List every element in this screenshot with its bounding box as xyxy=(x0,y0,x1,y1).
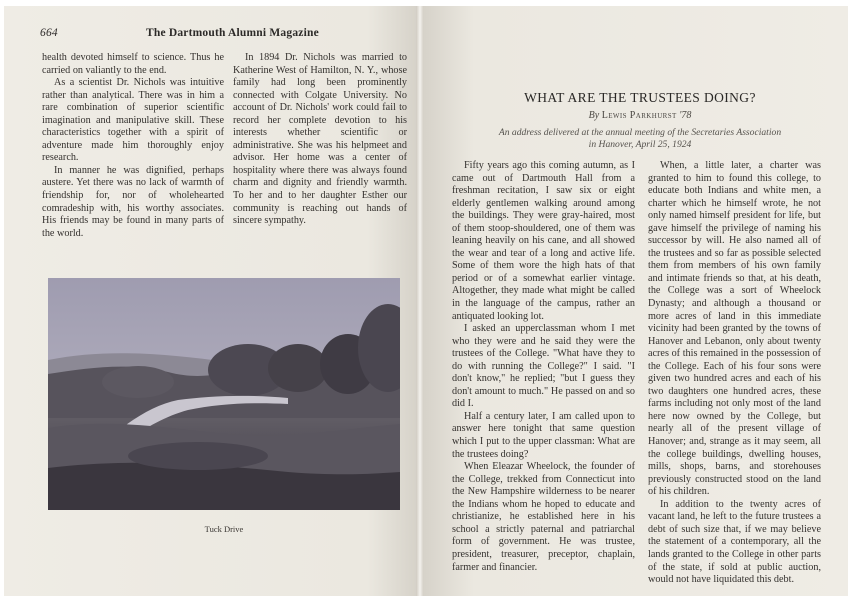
paragraph: In manner he was dignified, perhaps austere. Yet there was no lack of warmth of friendship for, nor of wholehearted comradeship with, his worthy associates. His friends may be found in many parts of the world. xyxy=(42,164,224,239)
paragraph: As a scientist Dr. Nichols was intuitive rather than analytical. There was in him a rare combination of superior scientific imagination and manipulative skill. These characteristics together with a spirit of adventure made him thoroughly enjoy research. xyxy=(42,77,224,164)
subtitle-line: in Hanover, April 25, 1924 xyxy=(588,139,692,150)
article-subtitle xyxy=(464,127,816,151)
right-column-1 xyxy=(452,160,635,574)
right-column-2 xyxy=(648,160,821,587)
class-year: '78 xyxy=(679,110,692,121)
photo-caption: Tuck Drive xyxy=(204,524,244,534)
landscape-illustration xyxy=(48,278,400,510)
paragraph: Half a century later, I am called upon to answer here tonight that same question which I put to the upper classman: What are the trustees doing? xyxy=(452,410,635,460)
subtitle-line: An address delivered at the annual meeting of the Secretaries Association xyxy=(498,127,782,138)
paragraph: I asked an upperclassman whom I met who they were and he said they were the trustees of the College. "What have they to do with running the College?" I said. "I don't know," he replied; "but I guess they don't amount to much." He passed on and so did I. xyxy=(452,323,635,410)
paragraph: When, a little later, a charter was granted to him to found this college, to educate both Indians and white men, a charter which he himself wrote, he not only named himself president for life, but gave himself the privilege of naming his successor by will. He also named all of the trustees and so far as possible selected them from members of his own family and intimate friends so that, at his death, the College was a sort of Wheelock Dynasty; and although a thousand or more acres of land in this immediate vicinity had been granted by the towns of Hanover and Lebanon, only about twenty acres of this remained in the possession of the College. Each of his four sons were given two hundred acres and each of his two daughters one hundred acres, these farms including not only most of the land here now owned by the College, but nearly all of the present village of Hanover; and, strange as it may seem, all the college buildings, dwelling houses, mills, shops, barns, and storehouses previously constructed stood on the land of his children. xyxy=(648,160,821,498)
article-title: WHAT ARE THE TRUSTEES DOING? xyxy=(524,90,756,105)
paragraph: health devoted himself to science. Thus he carried on valiantly to the end. xyxy=(42,52,224,76)
paragraph: When Eleazar Wheelock, the founder of the College, trekked from Connecticut into the New Hampshire wilderness to be nearer the Indians whom he hoped to educate and christianize, he established here in his school a strictly paternal and patriarchal form of government. He was trustee, president, treasurer, preceptor, chaplain, farmer and financier. xyxy=(452,461,635,573)
page-number: 664 xyxy=(40,27,58,39)
byline-prefix: By xyxy=(588,110,600,121)
paragraph: In addition to the twenty acres of vacant land, he left to the future trustees a debt of such size that, if we may believe the statement of a contemporary, all the lands granted to the College in other parts of the state, if sold at public auction, would not have liquidated this debt. xyxy=(648,498,821,586)
author-name: Lewis Parkhurst xyxy=(601,110,677,121)
tuck-drive-photo xyxy=(48,278,400,510)
byline xyxy=(470,110,810,121)
running-head xyxy=(40,27,400,43)
paragraph: Fifty years ago this coming autumn, as I came out of Dartmouth Hall from a freshman recitation, I saw six or eight elderly gentlemen walking around among the buildings. They were gray-haired, most of them stoop-shouldered, one of them was leaning heavily on his cane, and all showed the wear and tear of a long and active life. Some of them wore the high hats of that period or of a somewhat earlier vintage. Altogether, they made what might be called in the language of the campus, rather an antiquated looking lot. xyxy=(452,160,635,322)
left-column-1 xyxy=(42,52,224,240)
paragraph: In 1894 Dr. Nichols was married to Katherine West of Hamilton, N. Y., whose family had long been prominently connected with Colgate University. No account of Dr. Nichols' work could fail to record her complete devotion to his interests whether scientific or administrative. She was his helpmeet and advisor. Her home was a center of hospitality where there was always found charm and dignity and friendly warmth. To her and to her daughter Esther our community is reaching out hands of sincere sympathy. xyxy=(233,52,407,227)
magazine-title: The Dartmouth Alumni Magazine xyxy=(146,27,319,39)
left-column-2 xyxy=(233,52,407,228)
